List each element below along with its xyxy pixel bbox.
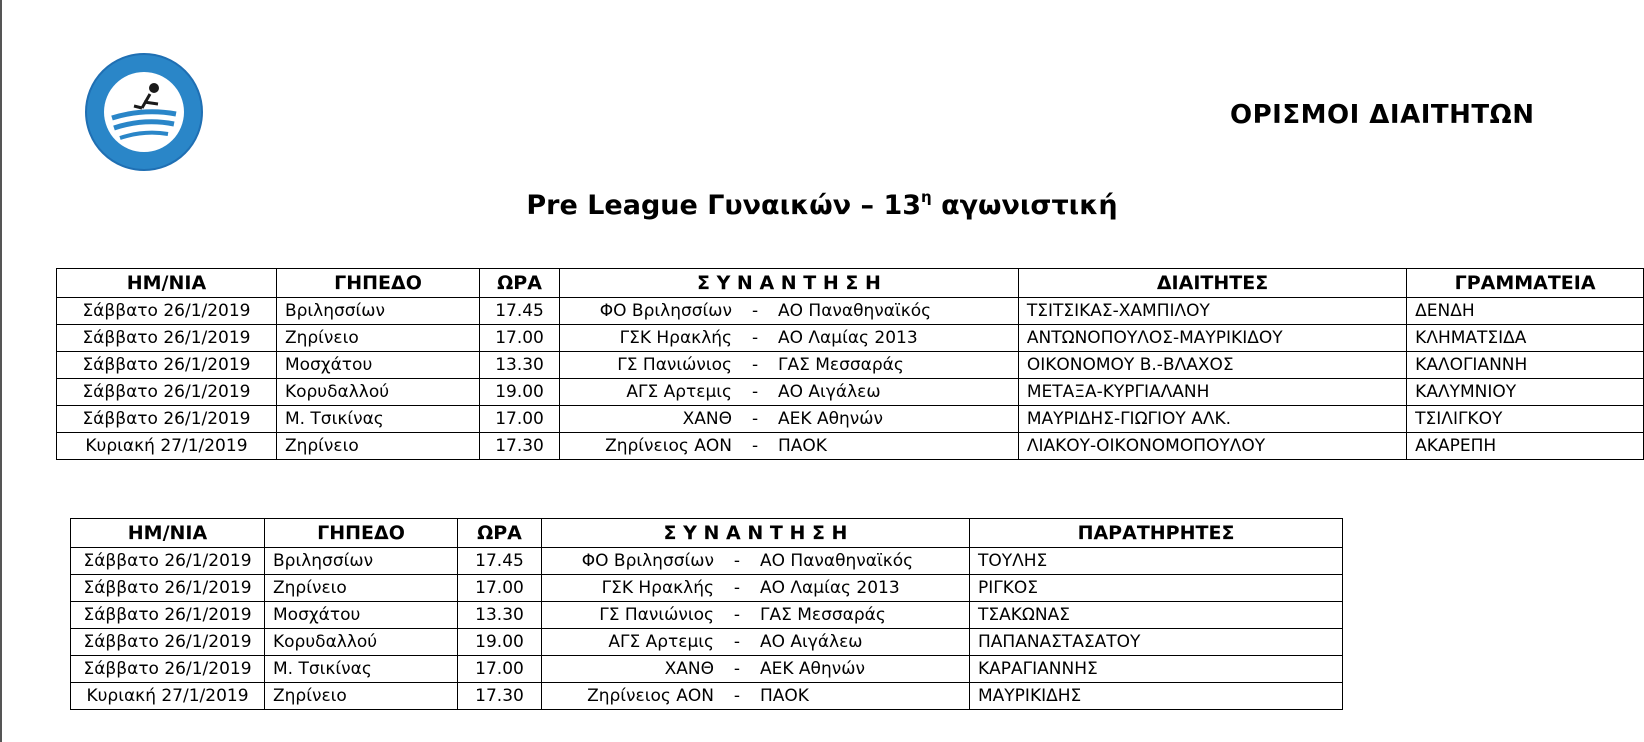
date-cell: Κυριακή 27/1/2019	[57, 433, 277, 460]
time-cell: 13.30	[480, 352, 560, 379]
home-team: ΓΣΚ Ηρακλής	[619, 328, 733, 348]
secretary-cell: ΤΣΙΛΙΓΚΟΥ	[1407, 406, 1644, 433]
secretary-cell: ΚΑΛΥΜΝΙΟΥ	[1407, 379, 1644, 406]
secretary-cell: ΚΛΗΜΑΤΣΙΔΑ	[1407, 325, 1644, 352]
subtitle-end: αγωνιστική	[931, 190, 1118, 221]
match-separator: -	[751, 382, 759, 402]
time-cell: 17.00	[480, 406, 560, 433]
table-header-row	[71, 519, 1343, 548]
venue-cell: Βριλησσίων	[276, 298, 479, 325]
time-cell: 19.00	[458, 629, 542, 656]
away-team: ΠΑΟΚ	[760, 686, 809, 706]
venue-cell: Μοσχάτου	[276, 352, 479, 379]
time-cell: 17.00	[480, 325, 560, 352]
date-cell: Σάββατο 26/1/2019	[57, 298, 277, 325]
match-separator: -	[751, 436, 759, 456]
subtitle-main: Pre League Γυναικών – 13	[526, 190, 922, 221]
table-row	[71, 548, 1343, 575]
home-team: ΦΟ Βριλησσίων	[581, 551, 714, 571]
match-separator: -	[733, 605, 741, 625]
away-team: ΑΟ Παναθηναϊκός	[760, 551, 914, 571]
away-team: ΑΕΚ Αθηνών	[760, 659, 865, 679]
match-separator: -	[733, 578, 741, 598]
away-team: ΓΑΣ Μεσσαράς	[778, 355, 904, 375]
home-team: ΓΣ Πανιώνιος	[617, 355, 733, 375]
observer-cell: ΜΑΥΡΙΚΙΔΗΣ	[970, 683, 1343, 710]
away-team: ΠΑΟΚ	[778, 436, 827, 456]
venue-cell: Μ. Τσικίνας	[265, 656, 458, 683]
home-team: Ζηρίνειος ΑΟΝ	[605, 436, 733, 456]
table-row	[71, 656, 1343, 683]
table-row	[57, 298, 1644, 325]
column-header-venue: ΓΗΠΕΔΟ	[265, 519, 458, 548]
match-cell	[560, 406, 1019, 433]
venue-cell: Ζηρίνειο	[265, 683, 458, 710]
table-row	[71, 575, 1343, 602]
referees-cell: ΑΝΤΩΝΟΠΟΥΛΟΣ-ΜΑΥΡΙΚΙΔΟΥ	[1018, 325, 1406, 352]
time-cell: 17.30	[480, 433, 560, 460]
home-team: ΓΣΚ Ηρακλής	[601, 578, 714, 598]
observer-cell: ΚΑΡΑΓΙΑΝΝΗΣ	[970, 656, 1343, 683]
match-separator: -	[733, 551, 741, 571]
table-row	[57, 352, 1644, 379]
match-separator: -	[751, 355, 759, 375]
venue-cell: Μ. Τσικίνας	[276, 406, 479, 433]
observers-table	[70, 518, 1343, 710]
column-header-time: ΩΡΑ	[458, 519, 542, 548]
time-cell: 19.00	[480, 379, 560, 406]
date-cell: Σάββατο 26/1/2019	[57, 325, 277, 352]
column-header-venue: ΓΗΠΕΔΟ	[276, 269, 479, 298]
federation-logo	[84, 52, 204, 172]
time-cell: 17.45	[480, 298, 560, 325]
away-team: ΑΕΚ Αθηνών	[778, 409, 883, 429]
match-separator: -	[751, 301, 759, 321]
referees-cell: ΜΕΤΑΞΑ-ΚΥΡΓΙΑΛΑΝΗ	[1018, 379, 1406, 406]
observer-cell: ΤΟΥΛΗΣ	[970, 548, 1343, 575]
match-separator: -	[733, 632, 741, 652]
referees-cell: ΤΣΙΤΣΙΚΑΣ-ΧΑΜΠΙΛΟΥ	[1018, 298, 1406, 325]
date-cell: Σάββατο 26/1/2019	[57, 406, 277, 433]
table-row	[57, 433, 1644, 460]
time-cell: 17.30	[458, 683, 542, 710]
match-separator: -	[733, 686, 741, 706]
home-team: ΑΓΣ Αρτεμις	[626, 382, 733, 402]
column-header-observers: ΠΑΡΑΤΗΡΗΤΕΣ	[970, 519, 1343, 548]
venue-cell: Μοσχάτου	[265, 602, 458, 629]
away-team: ΑΟ Αιγάλεω	[760, 632, 863, 652]
secretary-cell: ΚΑΛΟΓΙΑΝΝΗ	[1407, 352, 1644, 379]
table-header-row	[57, 269, 1644, 298]
observer-cell: ΡΙΓΚΟΣ	[970, 575, 1343, 602]
referees-cell: ΟΙΚΟΝΟΜΟΥ Β.-ΒΛΑΧΟΣ	[1018, 352, 1406, 379]
match-cell	[542, 575, 970, 602]
match-separator: -	[751, 328, 759, 348]
subtitle-superscript: η	[921, 188, 932, 206]
match-cell	[560, 352, 1019, 379]
away-team: ΓΑΣ Μεσσαράς	[760, 605, 886, 625]
referees-table	[56, 268, 1644, 460]
match-separator: -	[751, 409, 759, 429]
table-row	[57, 406, 1644, 433]
match-cell	[560, 298, 1019, 325]
referees-cell: ΜΑΥΡΙΔΗΣ-ΓΙΩΓΙΟΥ ΑΛΚ.	[1018, 406, 1406, 433]
date-cell: Σάββατο 26/1/2019	[71, 629, 265, 656]
venue-cell: Ζηρίνειο	[276, 325, 479, 352]
date-cell: Σάββατο 26/1/2019	[57, 352, 277, 379]
venue-cell: Κορυδαλλού	[265, 629, 458, 656]
table-row	[71, 602, 1343, 629]
date-cell: Σάββατο 26/1/2019	[71, 656, 265, 683]
date-cell: Σάββατο 26/1/2019	[71, 575, 265, 602]
match-cell	[542, 602, 970, 629]
venue-cell: Ζηρίνειο	[265, 575, 458, 602]
page-left-border	[0, 0, 2, 742]
column-header-time: ΩΡΑ	[480, 269, 560, 298]
secretary-cell: ΑΚΑΡΕΠΗ	[1407, 433, 1644, 460]
venue-cell: Κορυδαλλού	[276, 379, 479, 406]
time-cell: 17.00	[458, 656, 542, 683]
column-header-match: Σ Υ Ν Α Ν Τ Η Σ Η	[560, 269, 1019, 298]
home-team: ΧΑΝΘ	[682, 409, 733, 429]
referees-cell: ΛΙΑΚΟΥ-ΟΙΚΟΝΟΜΟΠΟΥΛΟΥ	[1018, 433, 1406, 460]
table-row	[71, 629, 1343, 656]
time-cell: 17.45	[458, 548, 542, 575]
table-row	[71, 683, 1343, 710]
match-cell	[542, 683, 970, 710]
home-team: ΓΣ Πανιώνιος	[599, 605, 714, 625]
match-cell	[560, 433, 1019, 460]
table-row	[57, 379, 1644, 406]
away-team: ΑΟ Λαμίας 2013	[760, 578, 900, 598]
match-cell	[542, 656, 970, 683]
page-subtitle	[0, 190, 1644, 221]
away-team: ΑΟ Αιγάλεω	[778, 382, 881, 402]
page-heading: ΟΡΙΣΜΟΙ ΔΙΑΙΤΗΤΩΝ	[1230, 100, 1535, 130]
time-cell: 17.00	[458, 575, 542, 602]
venue-cell: Βριλησσίων	[265, 548, 458, 575]
match-separator: -	[733, 659, 741, 679]
column-header-date: ΗΜ/ΝΙΑ	[71, 519, 265, 548]
home-team: ΧΑΝΘ	[664, 659, 714, 679]
away-team: ΑΟ Παναθηναϊκός	[778, 301, 932, 321]
date-cell: Σάββατο 26/1/2019	[71, 548, 265, 575]
table-row	[57, 325, 1644, 352]
observer-cell: ΤΣΑΚΩΝΑΣ	[970, 602, 1343, 629]
date-cell: Σάββατο 26/1/2019	[71, 602, 265, 629]
match-cell	[560, 325, 1019, 352]
venue-cell: Ζηρίνειο	[276, 433, 479, 460]
date-cell: Κυριακή 27/1/2019	[71, 683, 265, 710]
match-cell	[560, 379, 1019, 406]
time-cell: 13.30	[458, 602, 542, 629]
observer-cell: ΠΑΠΑΝΑΣΤΑΣΑΤΟΥ	[970, 629, 1343, 656]
home-team: ΦΟ Βριλησσίων	[599, 301, 733, 321]
match-cell	[542, 548, 970, 575]
column-header-match: Σ Υ Ν Α Ν Τ Η Σ Η	[542, 519, 970, 548]
column-header-referees: ΔΙΑΙΤΗΤΕΣ	[1018, 269, 1406, 298]
match-cell	[542, 629, 970, 656]
home-team: Ζηρίνειος ΑΟΝ	[587, 686, 714, 706]
secretary-cell: ΔΕΝΔΗ	[1407, 298, 1644, 325]
column-header-secretary: ΓΡΑΜΜΑΤΕΙΑ	[1407, 269, 1644, 298]
away-team: ΑΟ Λαμίας 2013	[778, 328, 918, 348]
column-header-date: ΗΜ/ΝΙΑ	[57, 269, 277, 298]
home-team: ΑΓΣ Αρτεμις	[608, 632, 714, 652]
date-cell: Σάββατο 26/1/2019	[57, 379, 277, 406]
